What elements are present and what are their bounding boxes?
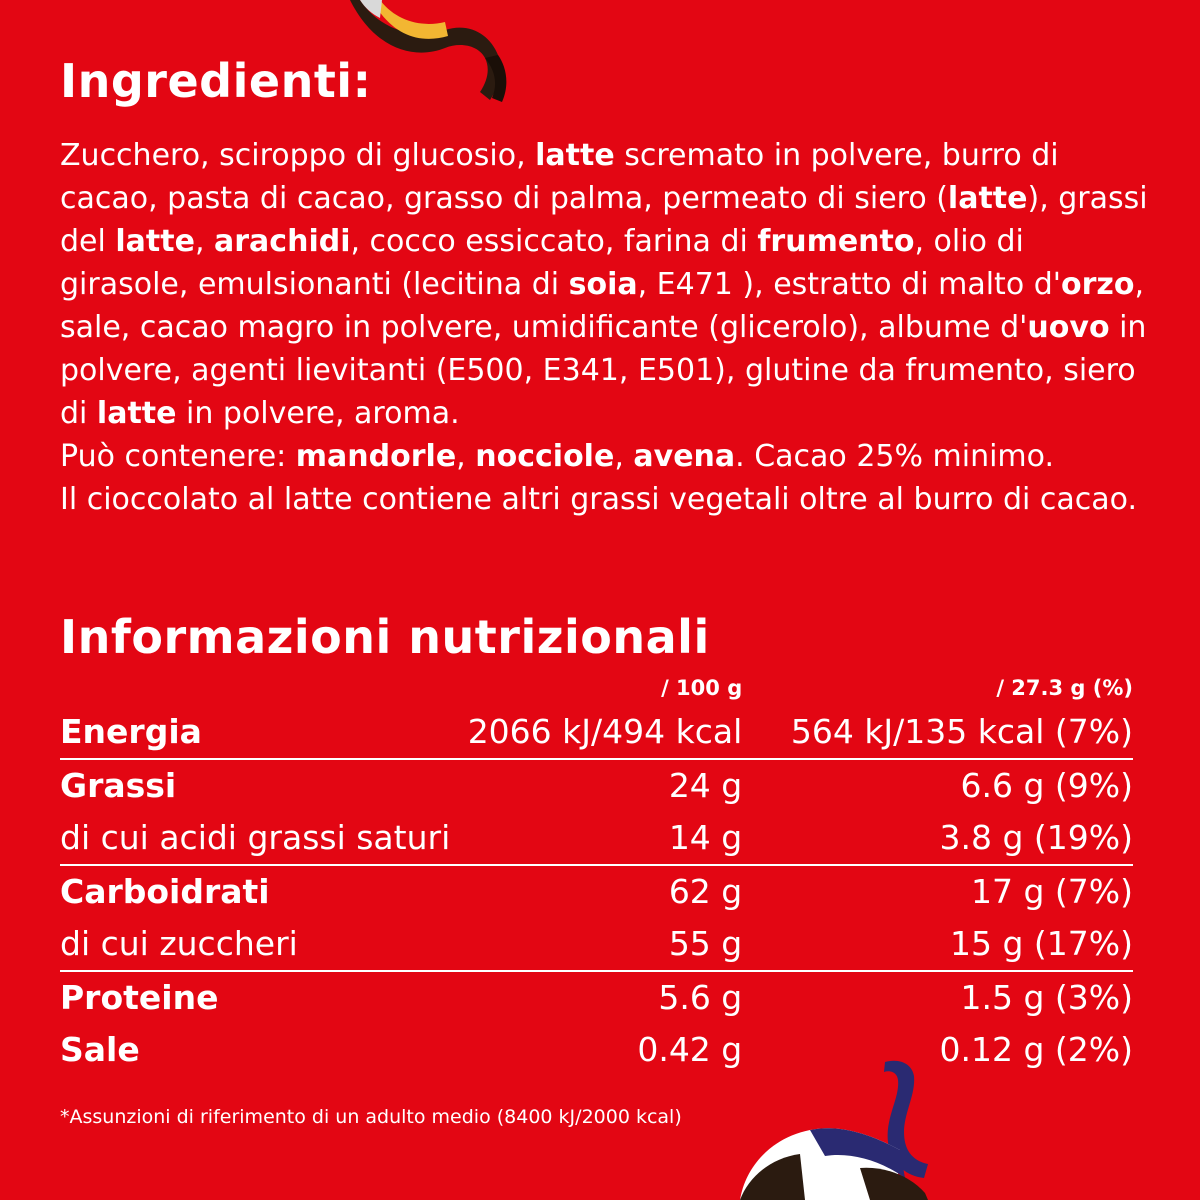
value-per-100g: 62 g	[450, 865, 742, 918]
ingredient-text: ,	[614, 439, 634, 474]
nutrition-row	[60, 812, 1133, 865]
ingredient-text: , sale, cacao magro in polvere, umidificante (glicerolo), albume d'	[60, 267, 1145, 345]
value-per-portion: 17 g (7%)	[742, 865, 1133, 918]
value-per-100g: 14 g	[668, 818, 743, 857]
allergen-text: avena	[633, 439, 736, 474]
may-contain-line	[60, 435, 1150, 478]
value-per-portion: 3.8 g (19%)	[939, 818, 1133, 857]
nutrition-row	[60, 865, 1133, 918]
allergen-text: arachidi	[214, 224, 351, 259]
value-per-100g: 2066 kJ/494 kcal	[467, 712, 743, 751]
ingredient-text: in polvere, aroma.	[176, 396, 460, 431]
nutrition-heading: Informazioni nutrizionali	[60, 610, 710, 664]
nutrition-row	[60, 706, 1133, 759]
value-per-100g: 0.42 g	[637, 1030, 743, 1069]
nutrition-row	[60, 759, 1133, 812]
ingredients-text	[60, 134, 1150, 521]
allergen-text: latte	[115, 224, 195, 259]
allergen-text: mandorle	[295, 439, 457, 474]
allergen-text: orzo	[1061, 267, 1135, 302]
value-per-portion: 6.6 g (9%)	[742, 759, 1133, 812]
nutrient-name: di cui acidi grassi saturi	[60, 818, 451, 857]
nutrient-name: Proteine	[60, 971, 450, 1024]
header-per-portion: / 27.3 g (%)	[996, 676, 1133, 700]
nutrient-name: di cui zuccheri	[60, 924, 298, 963]
header-per-100g: / 100 g	[661, 676, 743, 700]
ingredient-text: , E471 ), estratto di malto d'	[637, 267, 1061, 302]
ingredient-text: , cocco essiccato, farina di	[350, 224, 758, 259]
nutrient-name: Carboidrati	[60, 865, 450, 918]
value-per-100g: 5.6 g	[450, 971, 742, 1024]
value-per-portion: 0.12 g (2%)	[939, 1030, 1133, 1069]
value-per-100g: 24 g	[450, 759, 742, 812]
ingredient-text: ), grassi del	[60, 181, 1148, 259]
nutrition-row	[60, 971, 1133, 1024]
chocolate-note: Il cioccolato al latte contiene altri grassi vegetali oltre al burro di cacao.	[60, 482, 1138, 517]
ingredients-list	[60, 134, 1150, 435]
nutrition-row	[60, 918, 1133, 971]
nutrition-table	[60, 676, 1133, 1076]
nutrient-name: Grassi	[60, 759, 450, 812]
ingredient-text: , olio di girasole, emulsionanti (lecitina di	[60, 224, 1024, 302]
ingredient-text: in polvere, agenti lievitanti (E500, E341, E501), glutine da frumento, siero di	[60, 310, 1147, 431]
value-per-100g: 55 g	[668, 924, 743, 963]
nutrition-row	[60, 1024, 1133, 1076]
value-per-portion: 564 kJ/135 kcal (7%)	[790, 712, 1133, 751]
nutrient-name: Sale	[60, 1030, 140, 1069]
ingredient-text: Può contenere:	[60, 439, 296, 474]
allergen-text: latte	[535, 138, 615, 173]
allergen-text: latte	[947, 181, 1028, 216]
nutrition-table-header	[60, 676, 1133, 706]
allergen-text: uovo	[1027, 310, 1110, 345]
ingredient-text: scremato in polvere, burro di cacao, pasta di cacao, grasso di palma, permeato di siero (	[60, 138, 1059, 216]
allergen-text: nocciole	[475, 439, 615, 474]
footnote: *Assunzioni di riferimento di un adulto medio (8400 kJ/2000 kcal)	[60, 1106, 682, 1128]
allergen-text: soia	[568, 267, 638, 302]
allergen-text: latte	[96, 396, 177, 431]
ingredient-text: ,	[456, 439, 476, 474]
allergen-text: frumento	[757, 224, 915, 259]
ingredients-heading: Ingredienti:	[60, 54, 372, 108]
ingredient-text: . Cacao 25% minimo.	[735, 439, 1055, 474]
ingredient-text: ,	[194, 224, 215, 259]
value-per-portion: 1.5 g (3%)	[742, 971, 1133, 1024]
value-per-portion: 15 g (17%)	[949, 924, 1133, 963]
header-nutrient	[60, 676, 450, 706]
ribbon-decoration-bottom	[700, 1058, 960, 1200]
nutrient-name: Energia	[60, 712, 202, 751]
ingredient-text: Zucchero, sciroppo di glucosio,	[60, 138, 536, 173]
